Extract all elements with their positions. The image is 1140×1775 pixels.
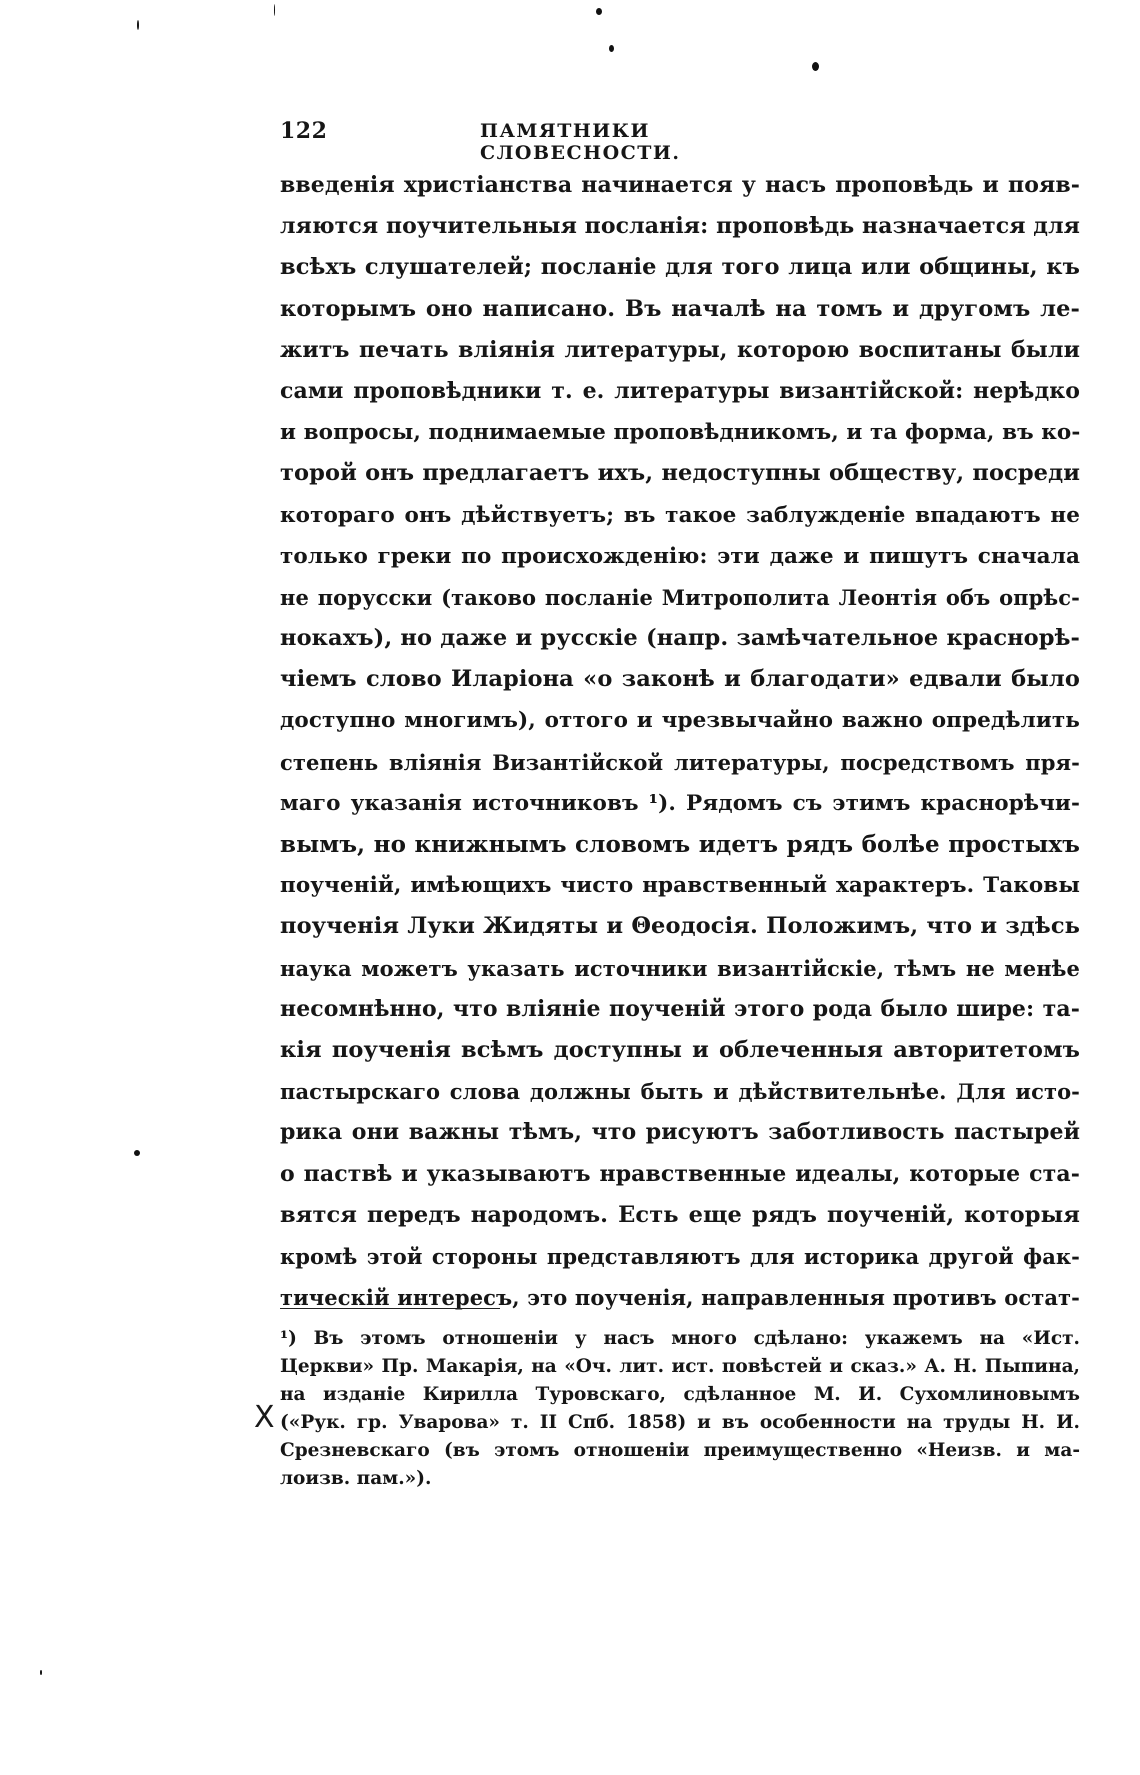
footnotes [280, 1325, 1080, 1493]
text-line: несомнѣнно, что вліяніе поученій этого рода было шире: та- [280, 995, 1080, 1022]
footnote-line: на изданіе Кирилла Туровскаго, сдѣланное М. И. Сухомлиновымъ [280, 1384, 1080, 1405]
page-number: 122 [280, 118, 328, 144]
text-line: и вопросы, поднимаемые проповѣдникомъ, и та форма, въ ко- [280, 420, 1081, 446]
text-line: введенія христіанства начинается у насъ проповѣдь и появ- [280, 172, 1080, 198]
body-text [280, 165, 1080, 1318]
scan-speck [40, 1670, 42, 1675]
footnote-line: («Рук. гр. Уварова» т. II Спб. 1858) и въ особенности на труды Н. И. [280, 1412, 1080, 1433]
footnote-line: Срезневскаго (въ этомъ отношеніи преимущественно «Неизв. и ма- [280, 1440, 1080, 1461]
text-line: житъ печать вліянія литературы, которою воспитаны были [280, 336, 1080, 363]
text-line: нокахъ), но даже и русскіе (напр. замѣчательное краснорѣ- [280, 625, 1080, 652]
text-line: наука можетъ указать источники византійскіе, тѣмъ не менѣе [280, 955, 1080, 981]
footnote-line: Церкви» Пр. Макарія, на «Оч. лит. ист. повѣстей и сказ.» А. Н. Пыпина, [280, 1356, 1080, 1377]
text-line: доступно многимъ), оттого и чрезвычайно важно опредѣлить [280, 708, 1080, 734]
text-line: поученія Луки Жидяты и Θеодосія. Положимъ, что и здѣсь [280, 913, 1080, 940]
text-line: кромѣ этой стороны представляютъ для историка другой фак- [280, 1243, 1080, 1269]
text-line: кія поученія всѣмъ доступны и облеченныя авторитетомъ [280, 1036, 1080, 1063]
footnote-line: ¹) Въ этомъ отношеніи у насъ много сдѣлано: укажемъ на «Ист. [280, 1328, 1080, 1349]
text-line: котораго онъ дѣйствуетъ; въ такое заблужденіе впадаютъ не [280, 502, 1080, 528]
text-line: маго указанія источниковъ ¹). Рядомъ съ этимъ краснорѣчи- [280, 790, 1080, 816]
text-line: поученій, имѣющихъ чисто нравственный характеръ. Таковы [280, 873, 1080, 899]
text-line: только греки по происхожденію: эти даже и пишутъ сначала [280, 543, 1080, 569]
text-line: ляются поучительныя посланія: проповѣдь назначается для [280, 213, 1081, 240]
running-title: ПАМЯТНИКИ СЛОВЕСНОСТИ. [480, 120, 681, 164]
scan-speck [609, 45, 614, 52]
footnote-rule [280, 1308, 500, 1309]
margin-mark: X [254, 1400, 275, 1435]
scan-speck [134, 1150, 140, 1156]
text-line: торой онъ предлагаетъ ихъ, недоступны обществу, посреди [280, 460, 1080, 487]
scan-speck [137, 20, 139, 30]
footnote-line: лоизв. пам.»). [280, 1468, 432, 1489]
scan-speck [596, 8, 602, 15]
text-line: вятся передъ народомъ. Есть еще рядъ поученій, которыя [280, 1201, 1080, 1228]
running-header [280, 118, 840, 164]
text-line: не порусски (таково посланіе Митрополита Леонтія объ опрѣс- [280, 584, 1080, 610]
text-line: чіемъ слово Иларіона «о законѣ и благодати» едвали было [280, 666, 1080, 693]
text-line: сами проповѣдники т. е. литературы византійской: нерѣдко [280, 377, 1080, 404]
text-line: вымъ, но книжнымъ словомъ идетъ рядъ болѣе простыхъ [280, 831, 1080, 858]
text-line: рика они важны тѣмъ, что рисуютъ заботливость пастырей [280, 1119, 1080, 1146]
text-line: всѣхъ слушателей; посланіе для того лица или общины, къ [280, 254, 1080, 281]
scan-speck [812, 62, 819, 71]
text-line: о паствѣ и указываютъ нравственные идеалы, которые ста- [280, 1160, 1080, 1187]
scan-speck [274, 4, 275, 16]
text-line: пастырскаго слова должны быть и дѣйствительнѣе. Для исто- [280, 1079, 1080, 1105]
text-line: степень вліянія Византійской литературы, посредствомъ пря- [280, 749, 1080, 775]
text-line: тическій интересъ, это поученія, направленныя противъ остат- [280, 1285, 1080, 1311]
text-line: которымъ оно написано. Въ началѣ на томъ и другомъ ле- [280, 295, 1080, 322]
